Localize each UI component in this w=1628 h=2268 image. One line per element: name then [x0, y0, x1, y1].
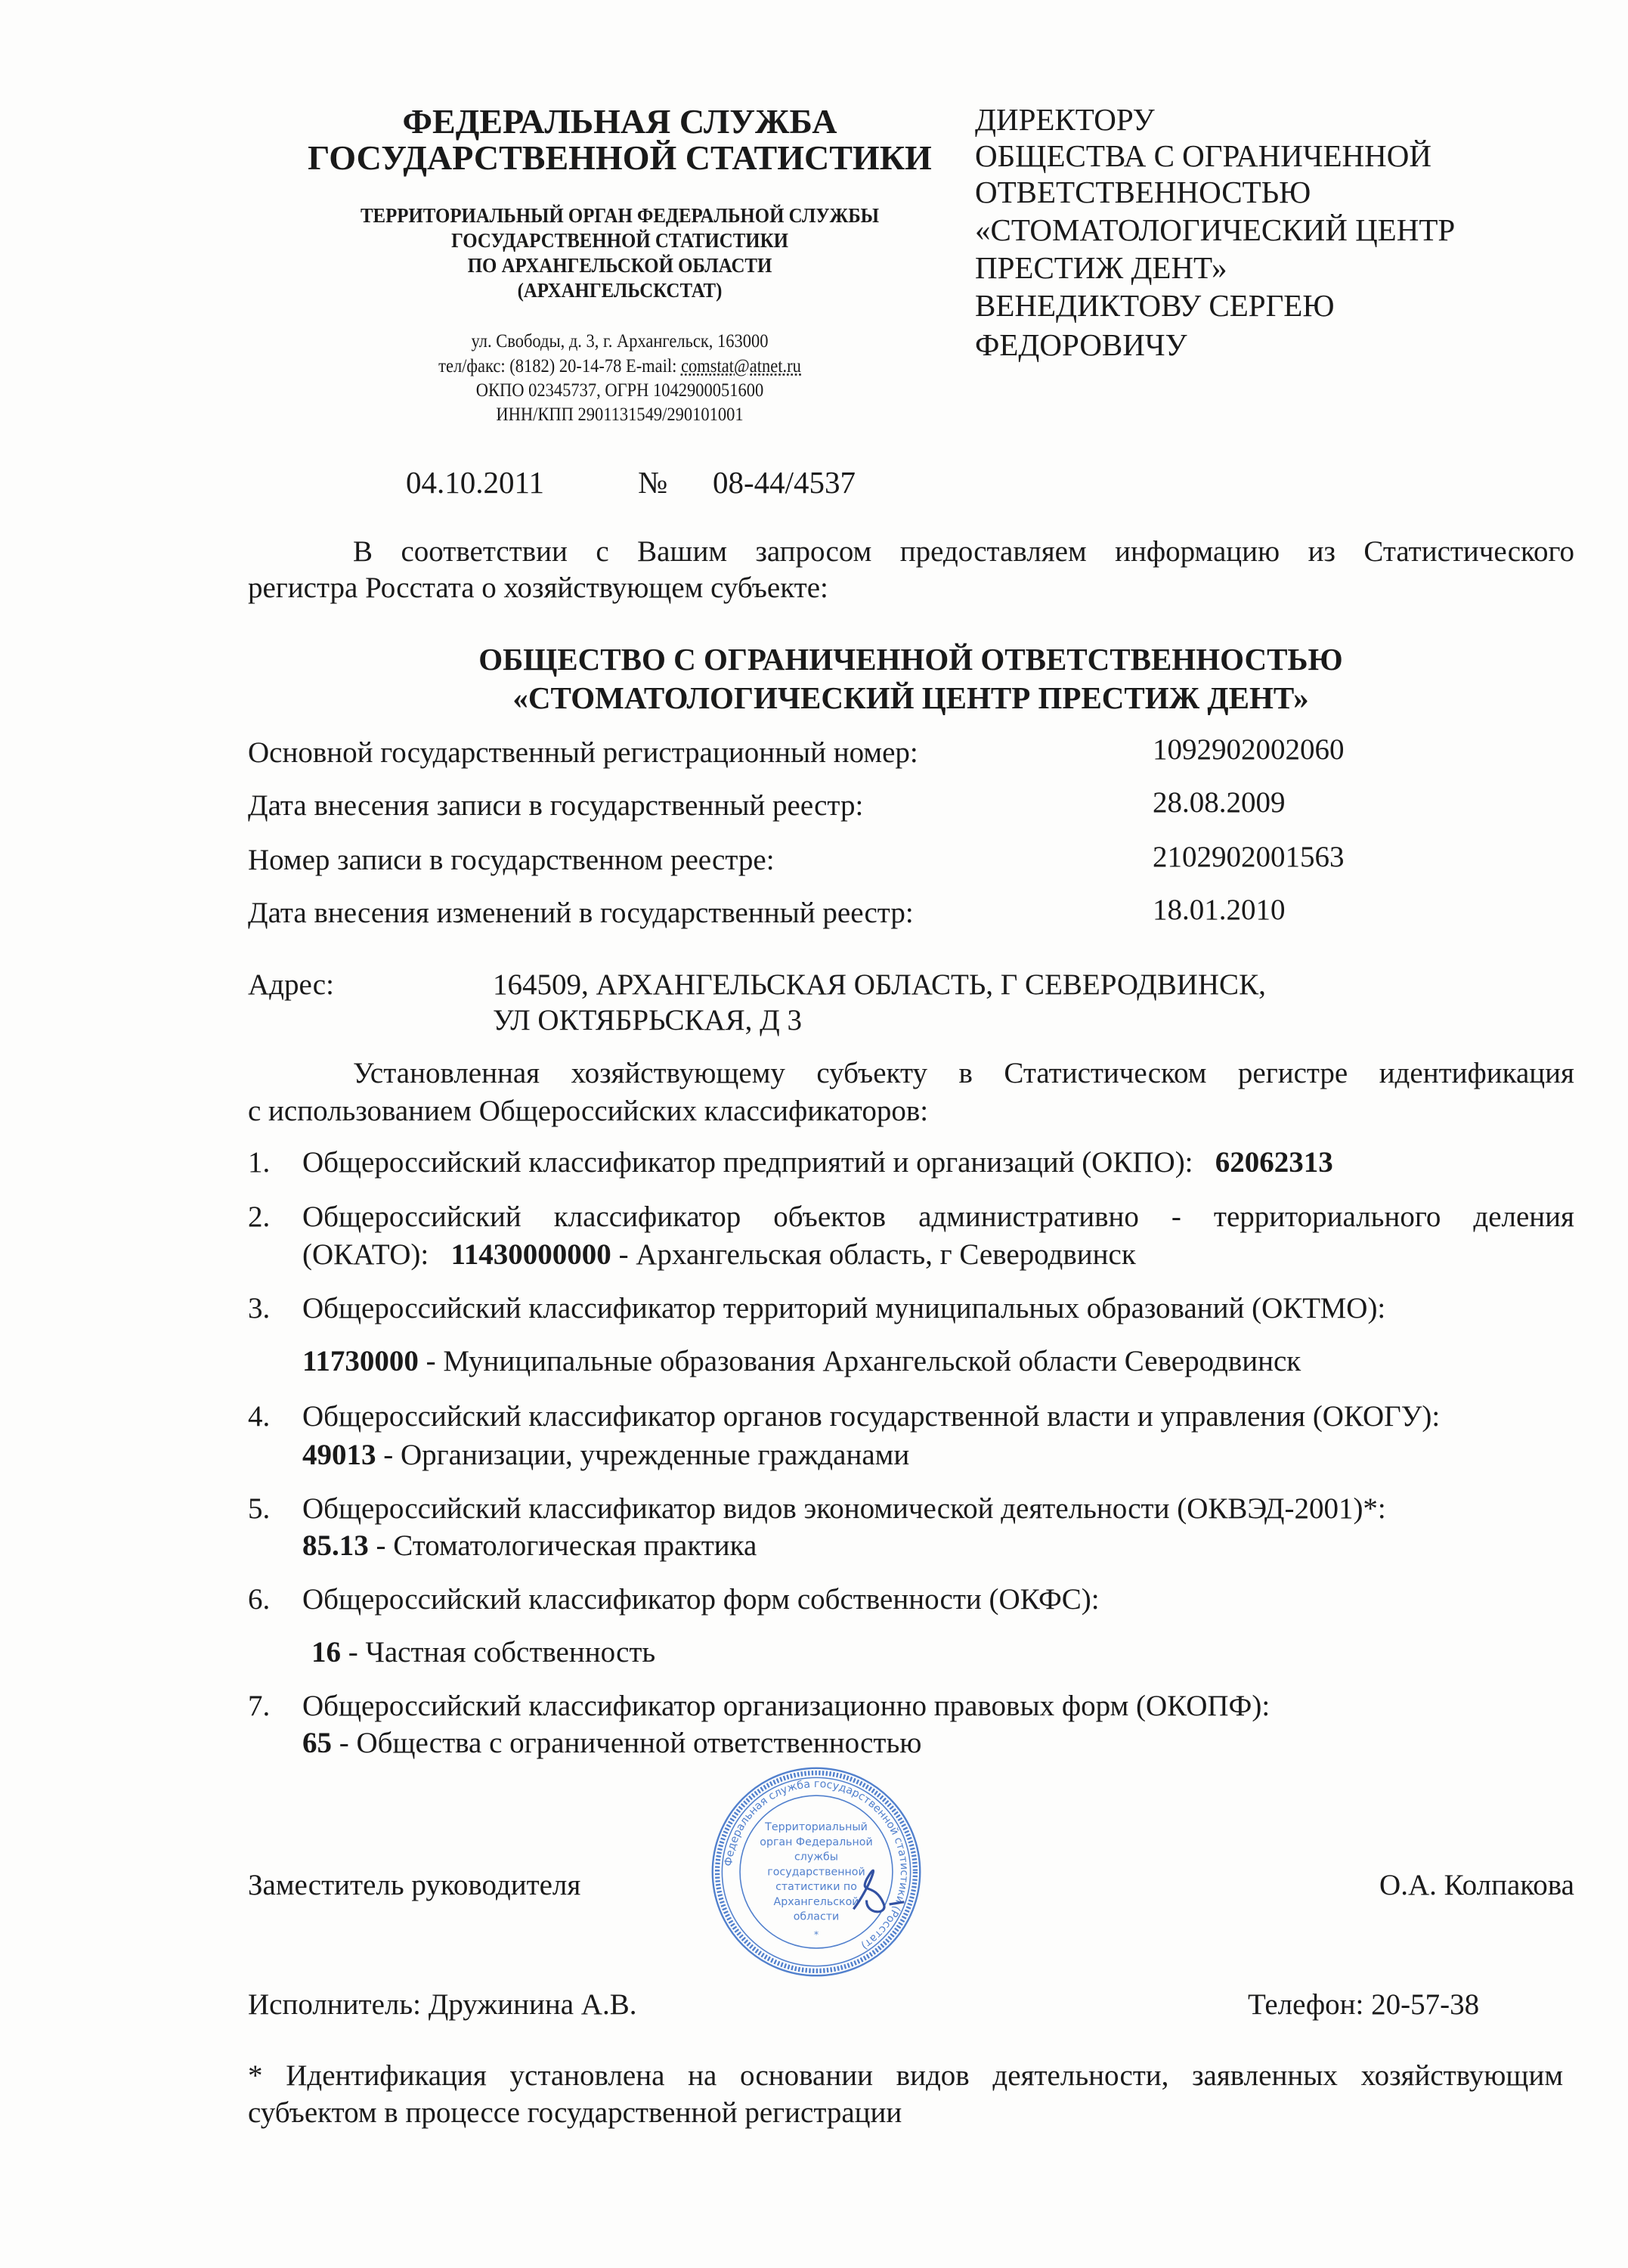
- stamp-inner-line: статистики по: [775, 1881, 857, 1894]
- stamp-inner-line: Архангельской: [773, 1895, 859, 1908]
- item-text: [302, 1346, 1301, 1376]
- stamp-star: *: [813, 1929, 819, 1941]
- sender-phone: тел/факс: (8182) 20-14-78 E-mail:: [438, 356, 682, 376]
- executor: Исполнитель: Дружинина А.В.: [248, 1988, 637, 2021]
- item-number: 3.: [248, 1292, 271, 1325]
- classifier-desc: - Организации, учрежденные гражданами: [376, 1439, 910, 1471]
- number-sign: №: [638, 465, 668, 500]
- recipient-line: ПРЕСТИЖ ДЕНТ»: [975, 250, 1227, 285]
- classifier-code: 85.13: [302, 1529, 369, 1562]
- item-number: 2.: [248, 1201, 271, 1233]
- sender-address: ул. Свободы, д. 3, г. Архангельск, 163000: [471, 331, 769, 352]
- sender-email-link[interactable]: comstat@atnet.ru: [681, 356, 801, 376]
- letter-date: 04.10.2011: [406, 465, 544, 500]
- classifier-name: Общероссийский классификатор видов экономической деятельности (ОКВЭД-2001)*:: [302, 1492, 1386, 1525]
- official-stamp: [710, 1766, 922, 1978]
- recipient-line: ОТВЕТСТВЕННОСТЬЮ: [975, 175, 1311, 209]
- classifier-name: Общероссийский классификатор предприятий и организаций (ОКПО):: [302, 1146, 1193, 1179]
- ident-intro-line: Установленная хозяйствующему субъекту в Статистическом регистре идентификация: [353, 1057, 1574, 1089]
- item-number: 5.: [248, 1492, 271, 1525]
- sender-sub-line: (АРХАНГЕЛЬСКСТАТ): [517, 279, 723, 302]
- stamp-inner-line: службы: [794, 1851, 838, 1864]
- address-line: УЛ ОКТЯБРЬСКАЯ, Д 3: [493, 1004, 803, 1036]
- recipient-line: ВЕНЕДИКТОВУ СЕРГЕЮ: [975, 288, 1335, 323]
- item-text: [302, 1148, 1333, 1177]
- footnote-line: субъектом в процессе государственной регистрации: [248, 2096, 902, 2129]
- address-line: 164509, АРХАНГЕЛЬСКАЯ ОБЛАСТЬ, Г СЕВЕРОДВИНСК,: [493, 968, 1266, 1001]
- classifier-desc: - Частная собственность: [341, 1636, 656, 1668]
- item-text: [302, 1240, 1136, 1269]
- recipient-line: «СТОМАТОЛОГИЧЕСКИЙ ЦЕНТР: [975, 212, 1456, 247]
- intro-line: В соответствии с Вашим запросом предоставляем информацию из Статистического: [353, 535, 1574, 568]
- sender-contacts: [438, 357, 801, 376]
- classifier-code: 11430000000: [450, 1238, 611, 1271]
- classifier-code: 62062313: [1215, 1146, 1333, 1179]
- classifier-name: Общероссийский классификатор объектов административно - территориального деления: [302, 1201, 1574, 1233]
- field-value-change-date: 18.01.2010: [1153, 894, 1286, 926]
- item-text: [302, 1728, 921, 1758]
- field-value-record-no: 2102902001563: [1153, 841, 1345, 873]
- sender-org-line2: ГОСУДАРСТВЕННОЙ СТАТИСТИКИ: [308, 138, 932, 177]
- classifier-code: 16: [311, 1636, 341, 1668]
- classifier-code: 11730000: [302, 1345, 419, 1377]
- classifier-code: 49013: [302, 1439, 376, 1471]
- recipient-line: ОБЩЕСТВА С ОГРАНИЧЕННОЙ: [975, 138, 1431, 173]
- item-number: 6.: [248, 1583, 271, 1616]
- item-number: 4.: [248, 1400, 271, 1433]
- item-text: [302, 1531, 757, 1560]
- sender-org-line1: ФЕДЕРАЛЬНАЯ СЛУЖБА: [402, 102, 837, 141]
- classifier-name: Общероссийский классификатор организационно правовых форм (ОКОПФ):: [302, 1690, 1271, 1722]
- classifier-desc: - Общества с ограниченной ответственностью: [332, 1727, 922, 1759]
- signer-position: Заместитель руководителя: [248, 1869, 581, 1901]
- item-number: 7.: [248, 1690, 271, 1722]
- ident-intro-line: с использованием Общероссийских классификаторов:: [248, 1095, 929, 1127]
- intro-line: регистра Росстата о хозяйствующем субъекте:: [248, 572, 828, 604]
- item-text: [302, 1440, 909, 1470]
- field-value-ogrn: 1092902002060: [1153, 733, 1345, 766]
- field-label-record-no: Номер записи в государственном реестре:: [248, 844, 775, 876]
- classifier-code: 65: [302, 1727, 332, 1759]
- classifier-desc: - Архангельская область, г Северодвинск: [611, 1238, 1136, 1271]
- sender-sub-line: ТЕРРИТОРИАЛЬНЫЙ ОРГАН ФЕДЕРАЛЬНОЙ СЛУЖБЫ: [360, 204, 880, 227]
- recipient-line: ДИРЕКТОРУ: [975, 102, 1155, 137]
- letter-number: 08-44/4537: [713, 465, 856, 500]
- sender-inn-kpp: ИНН/КПП 2901131549/290101001: [496, 404, 744, 425]
- field-label-change-date: Дата внесения изменений в государственный реестр:: [248, 897, 914, 929]
- field-label-ogrn: Основной государственный регистрационный номер:: [248, 736, 918, 769]
- classifier-desc: - Муниципальные образования Архангельской области Северодвинск: [418, 1345, 1301, 1377]
- sender-okpo-ogrn: ОКПО 02345737, ОГРН 1042900051600: [475, 380, 764, 401]
- sender-sub-line: ПО АРХАНГЕЛЬСКОЙ ОБЛАСТИ: [467, 254, 772, 277]
- item-text: [311, 1637, 655, 1667]
- classifier-name-cont: (ОКАТО):: [302, 1238, 429, 1271]
- stamp-inner-line: области: [793, 1910, 840, 1923]
- executor-phone: Телефон: 20-57-38: [1248, 1988, 1480, 2021]
- company-title: «СТОМАТОЛОГИЧЕСКИЙ ЦЕНТР ПРЕСТИЖ ДЕНТ»: [512, 680, 1309, 715]
- stamp-outer-text: Федеральная служба государственной статистики (Росстат): [723, 1777, 911, 1952]
- item-number: 1.: [248, 1146, 271, 1179]
- field-label-reg-date: Дата внесения записи в государственный реестр:: [248, 789, 864, 822]
- stamp-inner-line: государственной: [767, 1866, 865, 1879]
- footnote-line: * Идентификация установлена на основании видов деятельности, заявленных хозяйствующим: [248, 2059, 1563, 2092]
- sender-sub-line: ГОСУДАРСТВЕННОЙ СТАТИСТИКИ: [451, 229, 788, 252]
- classifier-desc: - Стоматологическая практика: [368, 1529, 757, 1562]
- classifier-name: Общероссийский классификатор территорий муниципальных образований (ОКТМО):: [302, 1292, 1386, 1325]
- company-title: ОБЩЕСТВО С ОГРАНИЧЕННОЙ ОТВЕТСТВЕННОСТЬЮ: [478, 642, 1343, 677]
- field-value-reg-date: 28.08.2009: [1153, 786, 1286, 819]
- signer-name: О.А. Колпакова: [1379, 1869, 1574, 1901]
- recipient-line: ФЕДОРОВИЧУ: [975, 327, 1187, 362]
- stamp-inner-line: орган Федеральной: [760, 1836, 873, 1848]
- address-label: Адрес:: [248, 968, 334, 1001]
- classifier-name: Общероссийский классификатор форм собственности (ОКФС):: [302, 1583, 1100, 1616]
- classifier-name: Общероссийский классификатор органов государственной власти и управления (ОКОГУ):: [302, 1400, 1441, 1433]
- stamp-inner-line: Территориальный: [765, 1821, 868, 1834]
